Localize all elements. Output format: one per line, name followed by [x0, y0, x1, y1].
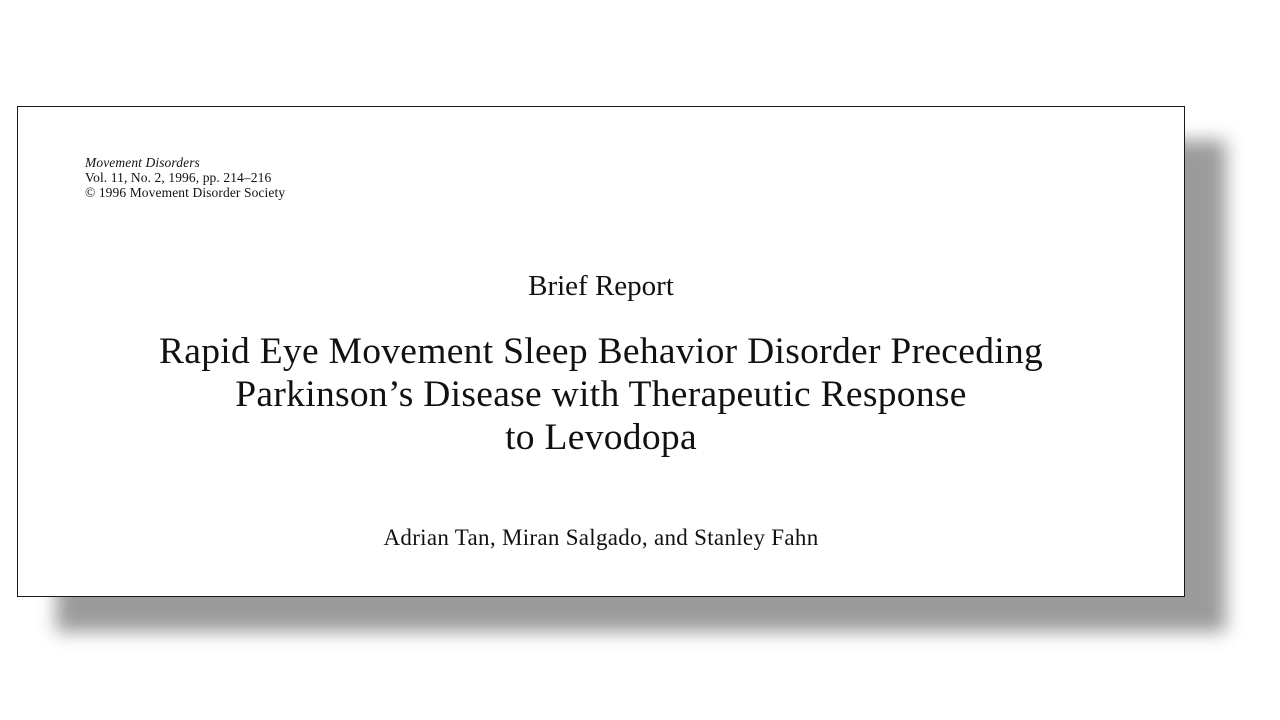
title-line: to Levodopa [505, 417, 697, 458]
journal-copyright: © 1996 Movement Disorder Society [85, 185, 286, 200]
article-authors: Adrian Tan, Miran Salgado, and Stanley Fahn [383, 525, 819, 550]
journal-info [85, 155, 285, 200]
article-page [17, 106, 1185, 597]
journal-name: Movement Disorders [85, 155, 200, 170]
title-line: Parkinson’s Disease with Therapeutic Response [235, 374, 967, 415]
title-line: Rapid Eye Movement Sleep Behavior Disorder Preceding [158, 331, 1044, 372]
article-title [18, 330, 1184, 459]
section-heading: Brief Report [528, 270, 674, 302]
journal-volume: Vol. 11, No. 2, 1996, pp. 214–216 [85, 170, 272, 185]
